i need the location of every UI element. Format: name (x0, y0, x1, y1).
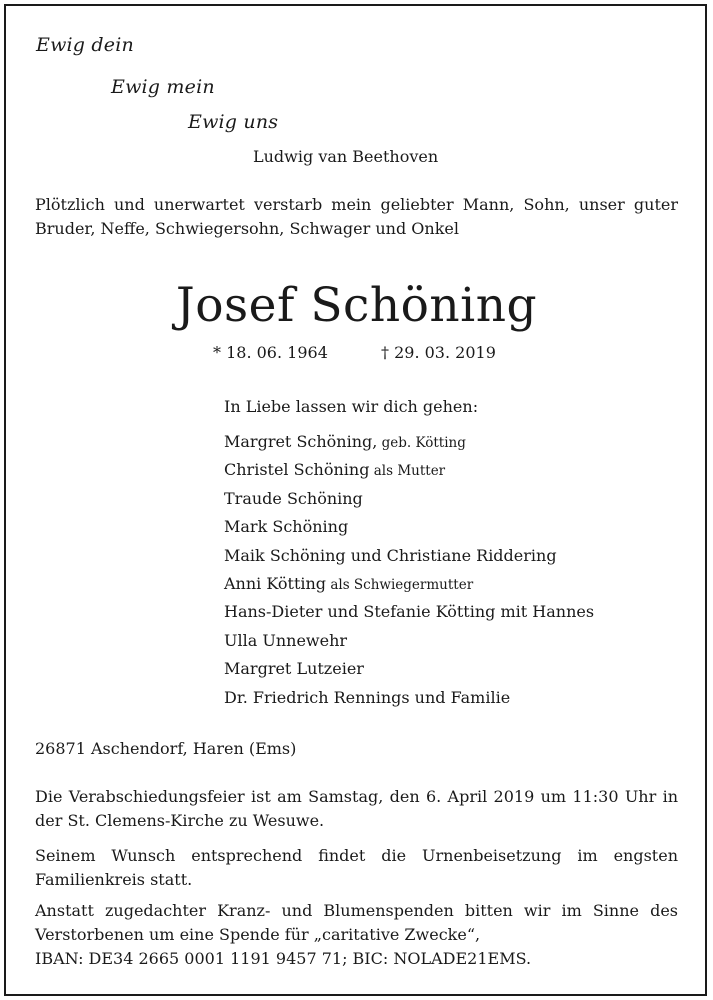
ceremony-text: Die Verabschiedungsfeier ist am Samstag, den 6. April 2019 um 11:30 Uhr in der St. Clemens-Kirche zu Wesuwe. (35, 787, 678, 830)
bank-details: IBAN: DE34 2665 0001 1191 9457 71; BIC: NOLADE21EMS. (35, 949, 532, 968)
mourner-name: Traude Schöning (224, 488, 363, 508)
burial-text: Seinem Wunsch entsprechend findet die Urnenbeisetzung im engsten Familienkreis statt. (35, 846, 678, 889)
quote-author: Ludwig van Beethoven (253, 147, 439, 166)
donation-text: Anstatt zugedachter Kranz- und Blumenspenden bitten wir im Sinne des Verstorbenen um eine Spende für „caritative Zwecke“, (35, 901, 678, 944)
mourner-note: als Mutter (369, 463, 446, 480)
mourner-list (224, 428, 594, 712)
birth-date: * 18. 06. 1964 (213, 343, 328, 362)
mourner-name: Dr. Friedrich Rennings und Familie (224, 687, 511, 707)
mourner-item (224, 570, 594, 598)
mourner-item (224, 598, 594, 626)
mourner-item (224, 684, 594, 712)
mourner-name: Margret Lutzeier (224, 659, 364, 679)
mourner-item (224, 513, 594, 541)
mourner-name: Maik Schöning und Christiane Riddering (224, 545, 557, 565)
mourner-name: Margret Schöning, (224, 432, 378, 451)
mourner-item (224, 428, 594, 456)
mourner-note: geb. Kötting (377, 435, 466, 451)
intro-text: Plötzlich und unerwartet verstarb mein geliebter Mann, Sohn, unser guter Bruder, Neffe, Schwiegersohn, Schwager und Onkel (35, 195, 678, 238)
mourner-note: als Schwiegermutter (326, 576, 474, 593)
mourner-item (224, 627, 594, 655)
mourner-item (224, 655, 594, 683)
mourner-name: Ulla Unnewehr (224, 630, 348, 650)
mourner-item (224, 542, 594, 570)
deceased-name: Josef Schöning (175, 278, 538, 333)
mourner-item (224, 485, 594, 513)
motto-line-2: Ewig mein (111, 76, 215, 98)
mourner-name: Mark Schöning (224, 517, 349, 537)
mourner-name: Hans-Dieter und Stefanie Kötting mit Hannes (224, 602, 595, 622)
motto-line-3: Ewig uns (188, 111, 279, 133)
motto-line-1: Ewig dein (36, 34, 134, 56)
mourner-name: Anni Kötting (224, 573, 327, 593)
death-date: † 29. 03. 2019 (381, 343, 496, 362)
mourner-item (224, 456, 594, 484)
mourner-name: Christel Schöning (224, 460, 370, 480)
address: 26871 Aschendorf, Haren (Ems) (35, 739, 297, 758)
mourners-heading: In Liebe lassen wir dich gehen: (224, 397, 479, 416)
